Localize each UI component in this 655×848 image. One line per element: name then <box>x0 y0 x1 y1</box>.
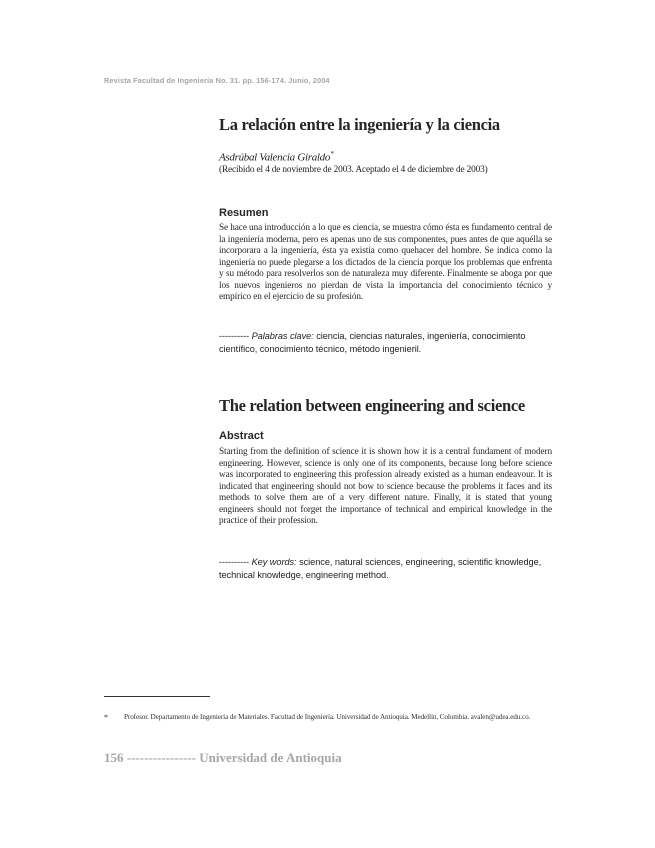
keywords-list: science, natural sciences, engineering, scientific knowledge, technical knowledge, engineering method. <box>219 557 542 580</box>
author-name: Asdrúbal Valencia Giraldo <box>219 151 331 164</box>
abstract-body: Starting from the definition of science it is shown how it is a central fundament of modern engineering. However, science is only one of its components, because long before science was incorporated to engineering this profession already existed as a human endeavour. It is indicated that engineering should not bow to science because the problems it faces and its methods to solve them are of a very different nature. Finally, it is stated that young engineers should not forget the importance of technical and empirical knowledge in the practice of their profession. <box>219 447 552 526</box>
abstract-heading: Abstract <box>219 430 264 442</box>
received-dates: (Recibido el 4 de noviembre de 2003. Aceptado el 4 de diciembre de 2003) <box>219 165 488 175</box>
keywords-dashes: ---------- <box>219 331 252 341</box>
resumen-body: Se hace una introducción a lo que es ciencia, se muestra cómo ésta es fundamento central de la ingeniería moderna, pero es apenas uno de sus componentes, pues antes de que aquélla se incorporara a la ingeniería, ésta ya existía como quehacer del hombre. Se indica como la ingeniería no puede plegarse a los dictados de la ciencia porque los problemas que enfrenta y su método para resolverlos son de naturaleza muy diferente. Finalmente se aboga por que los nuevos ingenieros no pierdan de vista la importancia del conocimiento técnico y empírico en el ejercicio de su profesión. <box>219 223 552 302</box>
author-footnote-mark: * <box>330 150 334 158</box>
keywords-label: Palabras clave: <box>251 331 314 341</box>
running-head: Revista Facultad de Ingeniería No. 31. pp. 156-174. Junio, 2004 <box>104 76 330 85</box>
footnote-rule <box>104 696 210 697</box>
key-words <box>219 556 552 581</box>
footer-dashes: ---------------- <box>123 750 200 765</box>
english-title: The relation between engineering and science <box>219 396 525 415</box>
spanish-title: La relación entre la ingeniería y la ciencia <box>219 115 500 134</box>
footnote-mark: * <box>104 713 108 722</box>
resumen-heading: Resumen <box>219 207 269 219</box>
keywords-label: Key words: <box>251 557 297 567</box>
publisher-name: Universidad de Antioquia <box>199 750 342 765</box>
author-line <box>219 150 333 164</box>
footnote-text: Profesor. Departamento de Ingeniería de Materiales. Facultad de Ingeniería. Universidad de Antioquia. Medellín, Colombia. avalen@udea.edu.co. <box>124 713 531 721</box>
page-number: 156 <box>104 750 124 765</box>
keywords-list: ciencia, ciencias naturales, ingeniería, conocimiento científico, conocimiento técnico, método ingenieril. <box>219 331 526 354</box>
palabras-clave <box>219 330 552 355</box>
page-footer <box>104 750 342 766</box>
keywords-dashes: ---------- <box>219 557 252 567</box>
